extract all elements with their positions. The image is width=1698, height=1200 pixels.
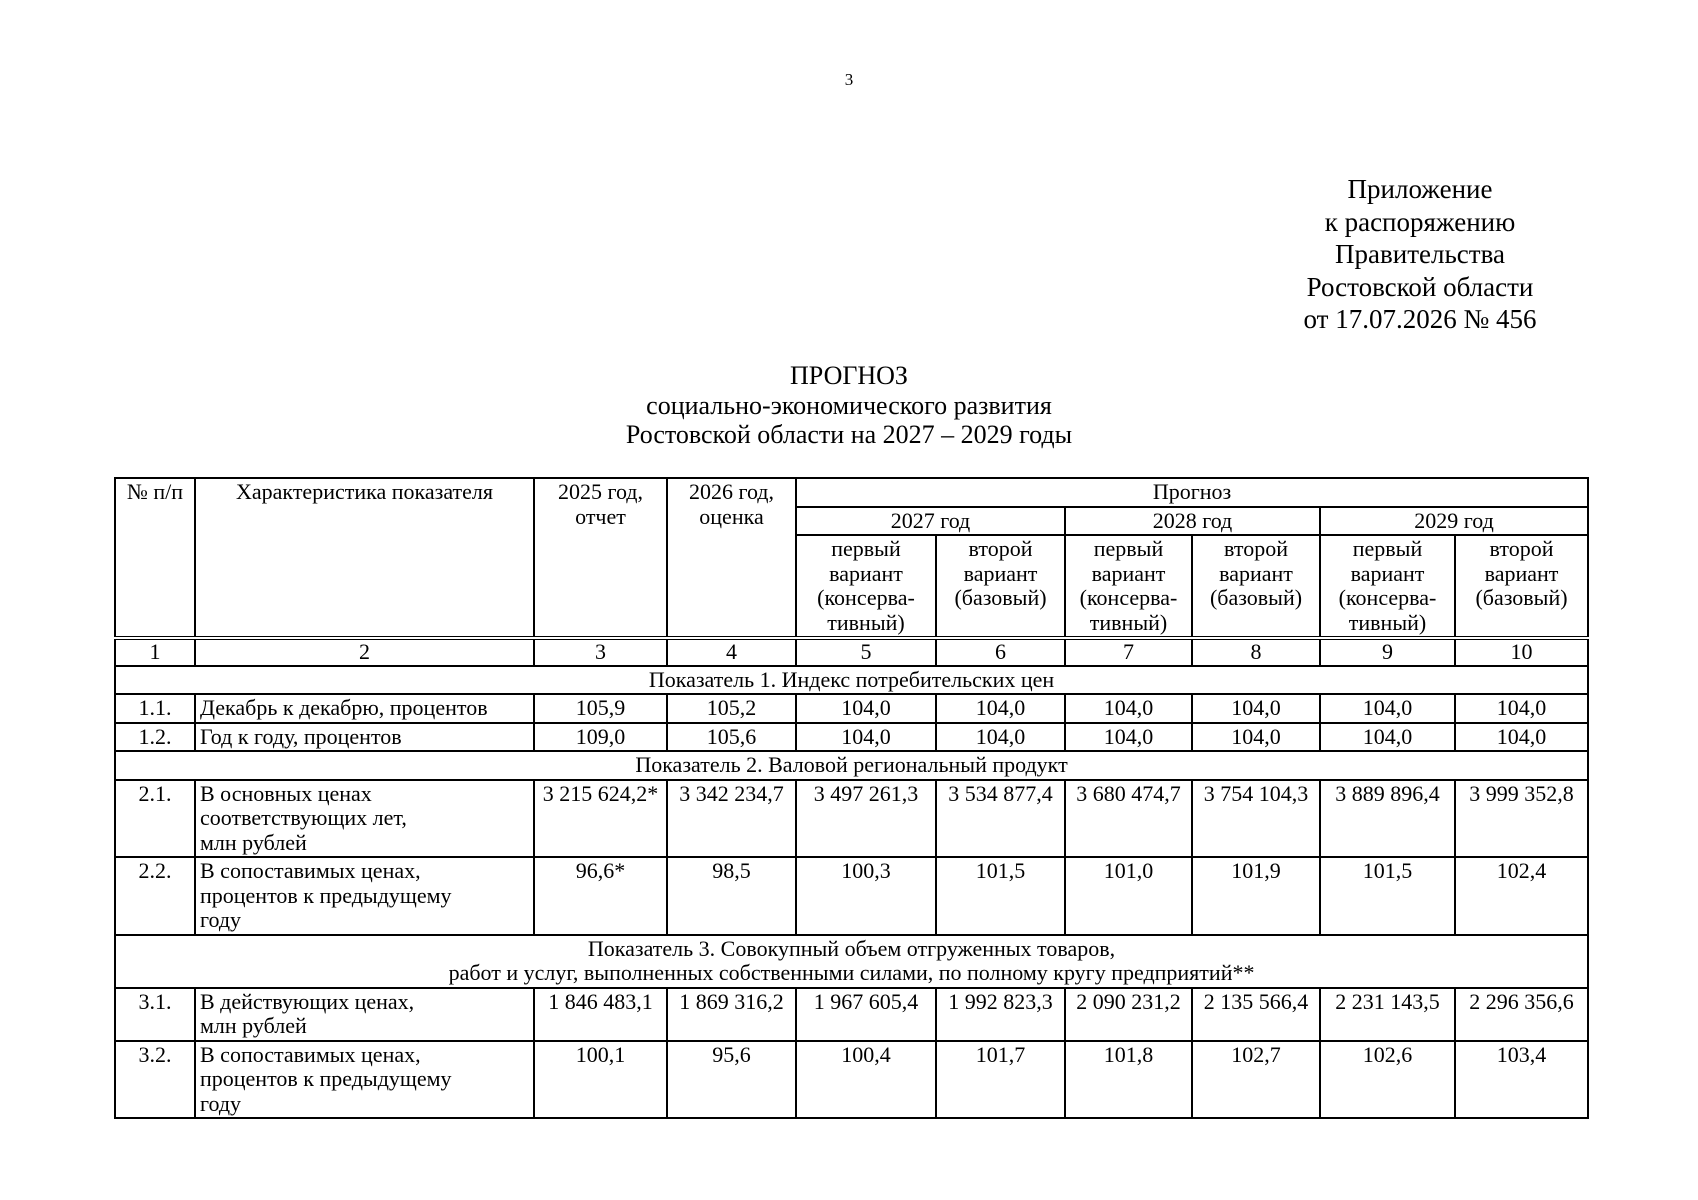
column-number: 5 bbox=[796, 638, 936, 666]
characteristic-line: процентов к предыдущему bbox=[200, 882, 452, 908]
row-value: 2 090 231,2 bbox=[1065, 988, 1192, 1041]
header-variant-1: первый вариант (консерва-тивный) bbox=[1320, 535, 1455, 638]
row-value: 104,0 bbox=[1455, 694, 1588, 723]
row-characteristic: Год к году, процентов bbox=[195, 723, 534, 752]
row-value: 3 754 104,3 bbox=[1192, 780, 1320, 858]
row-value: 1 992 823,3 bbox=[936, 988, 1065, 1041]
row-value: 104,0 bbox=[796, 694, 936, 723]
appendix-block bbox=[1240, 173, 1600, 336]
header-characteristic: Характеристика показателя bbox=[195, 478, 534, 638]
row-value: 102,4 bbox=[1455, 857, 1588, 935]
column-number: 3 bbox=[534, 638, 667, 666]
row-value: 101,5 bbox=[1320, 857, 1455, 935]
column-number: 9 bbox=[1320, 638, 1455, 666]
table-body bbox=[115, 638, 1588, 1118]
column-number: 10 bbox=[1455, 638, 1588, 666]
row-value: 102,6 bbox=[1320, 1041, 1455, 1119]
characteristic-line: году bbox=[200, 1090, 242, 1116]
row-characteristic bbox=[195, 857, 534, 935]
row-value: 101,9 bbox=[1192, 857, 1320, 935]
section-title-line: работ и услуг, выполненных собственными силами, по полному кругу предприятий** bbox=[448, 960, 1255, 985]
row-value: 104,0 bbox=[1320, 723, 1455, 752]
characteristic-line: В сопоставимых ценах, bbox=[200, 1041, 421, 1067]
characteristic-line: В основных ценах bbox=[200, 780, 372, 806]
row-value: 95,6 bbox=[667, 1041, 796, 1119]
row-value: 105,6 bbox=[667, 723, 796, 752]
table-row bbox=[115, 1041, 1588, 1119]
section-title-line: Показатель 2. Валовой региональный продукт bbox=[635, 752, 1068, 777]
table-row bbox=[115, 780, 1588, 858]
column-number: 7 bbox=[1065, 638, 1192, 666]
title-line: ПРОГНОЗ bbox=[790, 361, 908, 390]
header-variant-2: второй вариант (базовый) bbox=[936, 535, 1065, 638]
document-title bbox=[0, 361, 1698, 450]
table-header bbox=[115, 478, 1588, 638]
column-number: 1 bbox=[115, 638, 195, 666]
row-value: 102,7 bbox=[1192, 1041, 1320, 1119]
header-2027: 2027 год bbox=[796, 507, 1065, 536]
characteristic-line: В действующих ценах, bbox=[200, 988, 415, 1014]
row-value: 109,0 bbox=[534, 723, 667, 752]
row-value: 105,2 bbox=[667, 694, 796, 723]
characteristic-line: году bbox=[200, 907, 242, 932]
row-value: 103,4 bbox=[1455, 1041, 1588, 1119]
row-value: 3 680 474,7 bbox=[1065, 780, 1192, 858]
section-title bbox=[115, 935, 1588, 988]
appendix-line: от 17.07.2026 № 456 bbox=[1303, 304, 1537, 334]
row-number: 2.2. bbox=[115, 857, 195, 935]
row-number: 2.1. bbox=[115, 780, 195, 858]
characteristic-line: млн рублей bbox=[200, 1013, 307, 1038]
section-title-line: Показатель 3. Совокупный объем отгруженных товаров, bbox=[587, 935, 1116, 961]
row-value: 3 999 352,8 bbox=[1455, 780, 1588, 858]
row-value: 104,0 bbox=[1065, 694, 1192, 723]
section-header-row bbox=[115, 935, 1588, 988]
characteristic-line: соответствующих лет, bbox=[200, 805, 407, 830]
row-value: 104,0 bbox=[936, 723, 1065, 752]
column-number: 4 bbox=[667, 638, 796, 666]
row-characteristic bbox=[195, 988, 534, 1041]
characteristic-line: процентов к предыдущему bbox=[200, 1066, 452, 1091]
header-variant-1: первый вариант (консерва-тивный) bbox=[796, 535, 936, 638]
header-forecast: Прогноз bbox=[796, 478, 1588, 507]
row-characteristic bbox=[195, 780, 534, 858]
row-value: 101,0 bbox=[1065, 857, 1192, 935]
row-value: 104,0 bbox=[796, 723, 936, 752]
appendix-line: Правительства bbox=[1335, 239, 1505, 269]
row-value: 101,5 bbox=[936, 857, 1065, 935]
row-value: 2 231 143,5 bbox=[1320, 988, 1455, 1041]
table-row bbox=[115, 723, 1588, 752]
section-header-row bbox=[115, 751, 1588, 780]
row-value: 2 135 566,4 bbox=[1192, 988, 1320, 1041]
row-value: 104,0 bbox=[1192, 723, 1320, 752]
row-value: 104,0 bbox=[1320, 694, 1455, 723]
row-value: 3 534 877,4 bbox=[936, 780, 1065, 858]
appendix-line: Приложение bbox=[1347, 174, 1493, 204]
row-value: 104,0 bbox=[1455, 723, 1588, 752]
table-row bbox=[115, 988, 1588, 1041]
row-number: 3.1. bbox=[115, 988, 195, 1041]
row-value: 100,1 bbox=[534, 1041, 667, 1119]
row-value: 1 869 316,2 bbox=[667, 988, 796, 1041]
row-value: 1 967 605,4 bbox=[796, 988, 936, 1041]
row-value: 98,5 bbox=[667, 857, 796, 935]
forecast-table bbox=[114, 477, 1589, 1119]
section-title-line: Показатель 1. Индекс потребительских цен bbox=[648, 666, 1055, 692]
header-variant-2: второй вариант (базовый) bbox=[1455, 535, 1588, 638]
appendix-line: к распоряжению bbox=[1324, 206, 1516, 237]
header-2025: 2025 год, отчет bbox=[534, 478, 667, 638]
row-value: 3 497 261,3 bbox=[796, 780, 936, 858]
header-2028: 2028 год bbox=[1065, 507, 1320, 536]
row-value: 104,0 bbox=[936, 694, 1065, 723]
appendix-line: Ростовской области bbox=[1306, 271, 1534, 302]
header-2029: 2029 год bbox=[1320, 507, 1588, 536]
page-number: 3 bbox=[844, 70, 854, 89]
row-number: 1.2. bbox=[115, 723, 195, 752]
row-value: 104,0 bbox=[1065, 723, 1192, 752]
header-variant-1: первый вариант (консерва-тивный) bbox=[1065, 535, 1192, 638]
row-characteristic: Декабрь к декабрю, процентов bbox=[195, 694, 534, 723]
section-title bbox=[115, 751, 1588, 780]
row-number: 3.2. bbox=[115, 1041, 195, 1119]
table-row bbox=[115, 857, 1588, 935]
column-number: 2 bbox=[195, 638, 534, 666]
row-value: 101,8 bbox=[1065, 1041, 1192, 1119]
subtitle-line: социально-экономического развития bbox=[646, 390, 1052, 420]
row-value: 104,0 bbox=[1192, 694, 1320, 723]
row-value: 100,4 bbox=[796, 1041, 936, 1119]
row-value: 3 342 234,7 bbox=[667, 780, 796, 858]
row-value: 105,9 bbox=[534, 694, 667, 723]
row-number: 1.1. bbox=[115, 694, 195, 723]
column-number: 6 bbox=[936, 638, 1065, 666]
subtitle-line: Ростовской области на 2027 – 2029 годы bbox=[625, 420, 1073, 449]
table-row bbox=[115, 694, 1588, 723]
section-header-row bbox=[115, 666, 1588, 695]
characteristic-line: млн рублей bbox=[200, 829, 307, 855]
header-variant-2: второй вариант (базовый) bbox=[1192, 535, 1320, 638]
section-title bbox=[115, 666, 1588, 695]
row-characteristic bbox=[195, 1041, 534, 1119]
column-number: 8 bbox=[1192, 638, 1320, 666]
row-value: 100,3 bbox=[796, 857, 936, 935]
row-value: 2 296 356,6 bbox=[1455, 988, 1588, 1041]
row-value: 96,6* bbox=[534, 857, 667, 935]
characteristic-line: В сопоставимых ценах, bbox=[200, 858, 421, 883]
header-2026: 2026 год, оценка bbox=[667, 478, 796, 638]
column-number-row bbox=[115, 638, 1588, 666]
row-value: 3 215 624,2* bbox=[534, 780, 667, 858]
row-value: 101,7 bbox=[936, 1041, 1065, 1119]
row-value: 1 846 483,1 bbox=[534, 988, 667, 1041]
row-value: 3 889 896,4 bbox=[1320, 780, 1455, 858]
header-num: № п/п bbox=[115, 478, 195, 638]
